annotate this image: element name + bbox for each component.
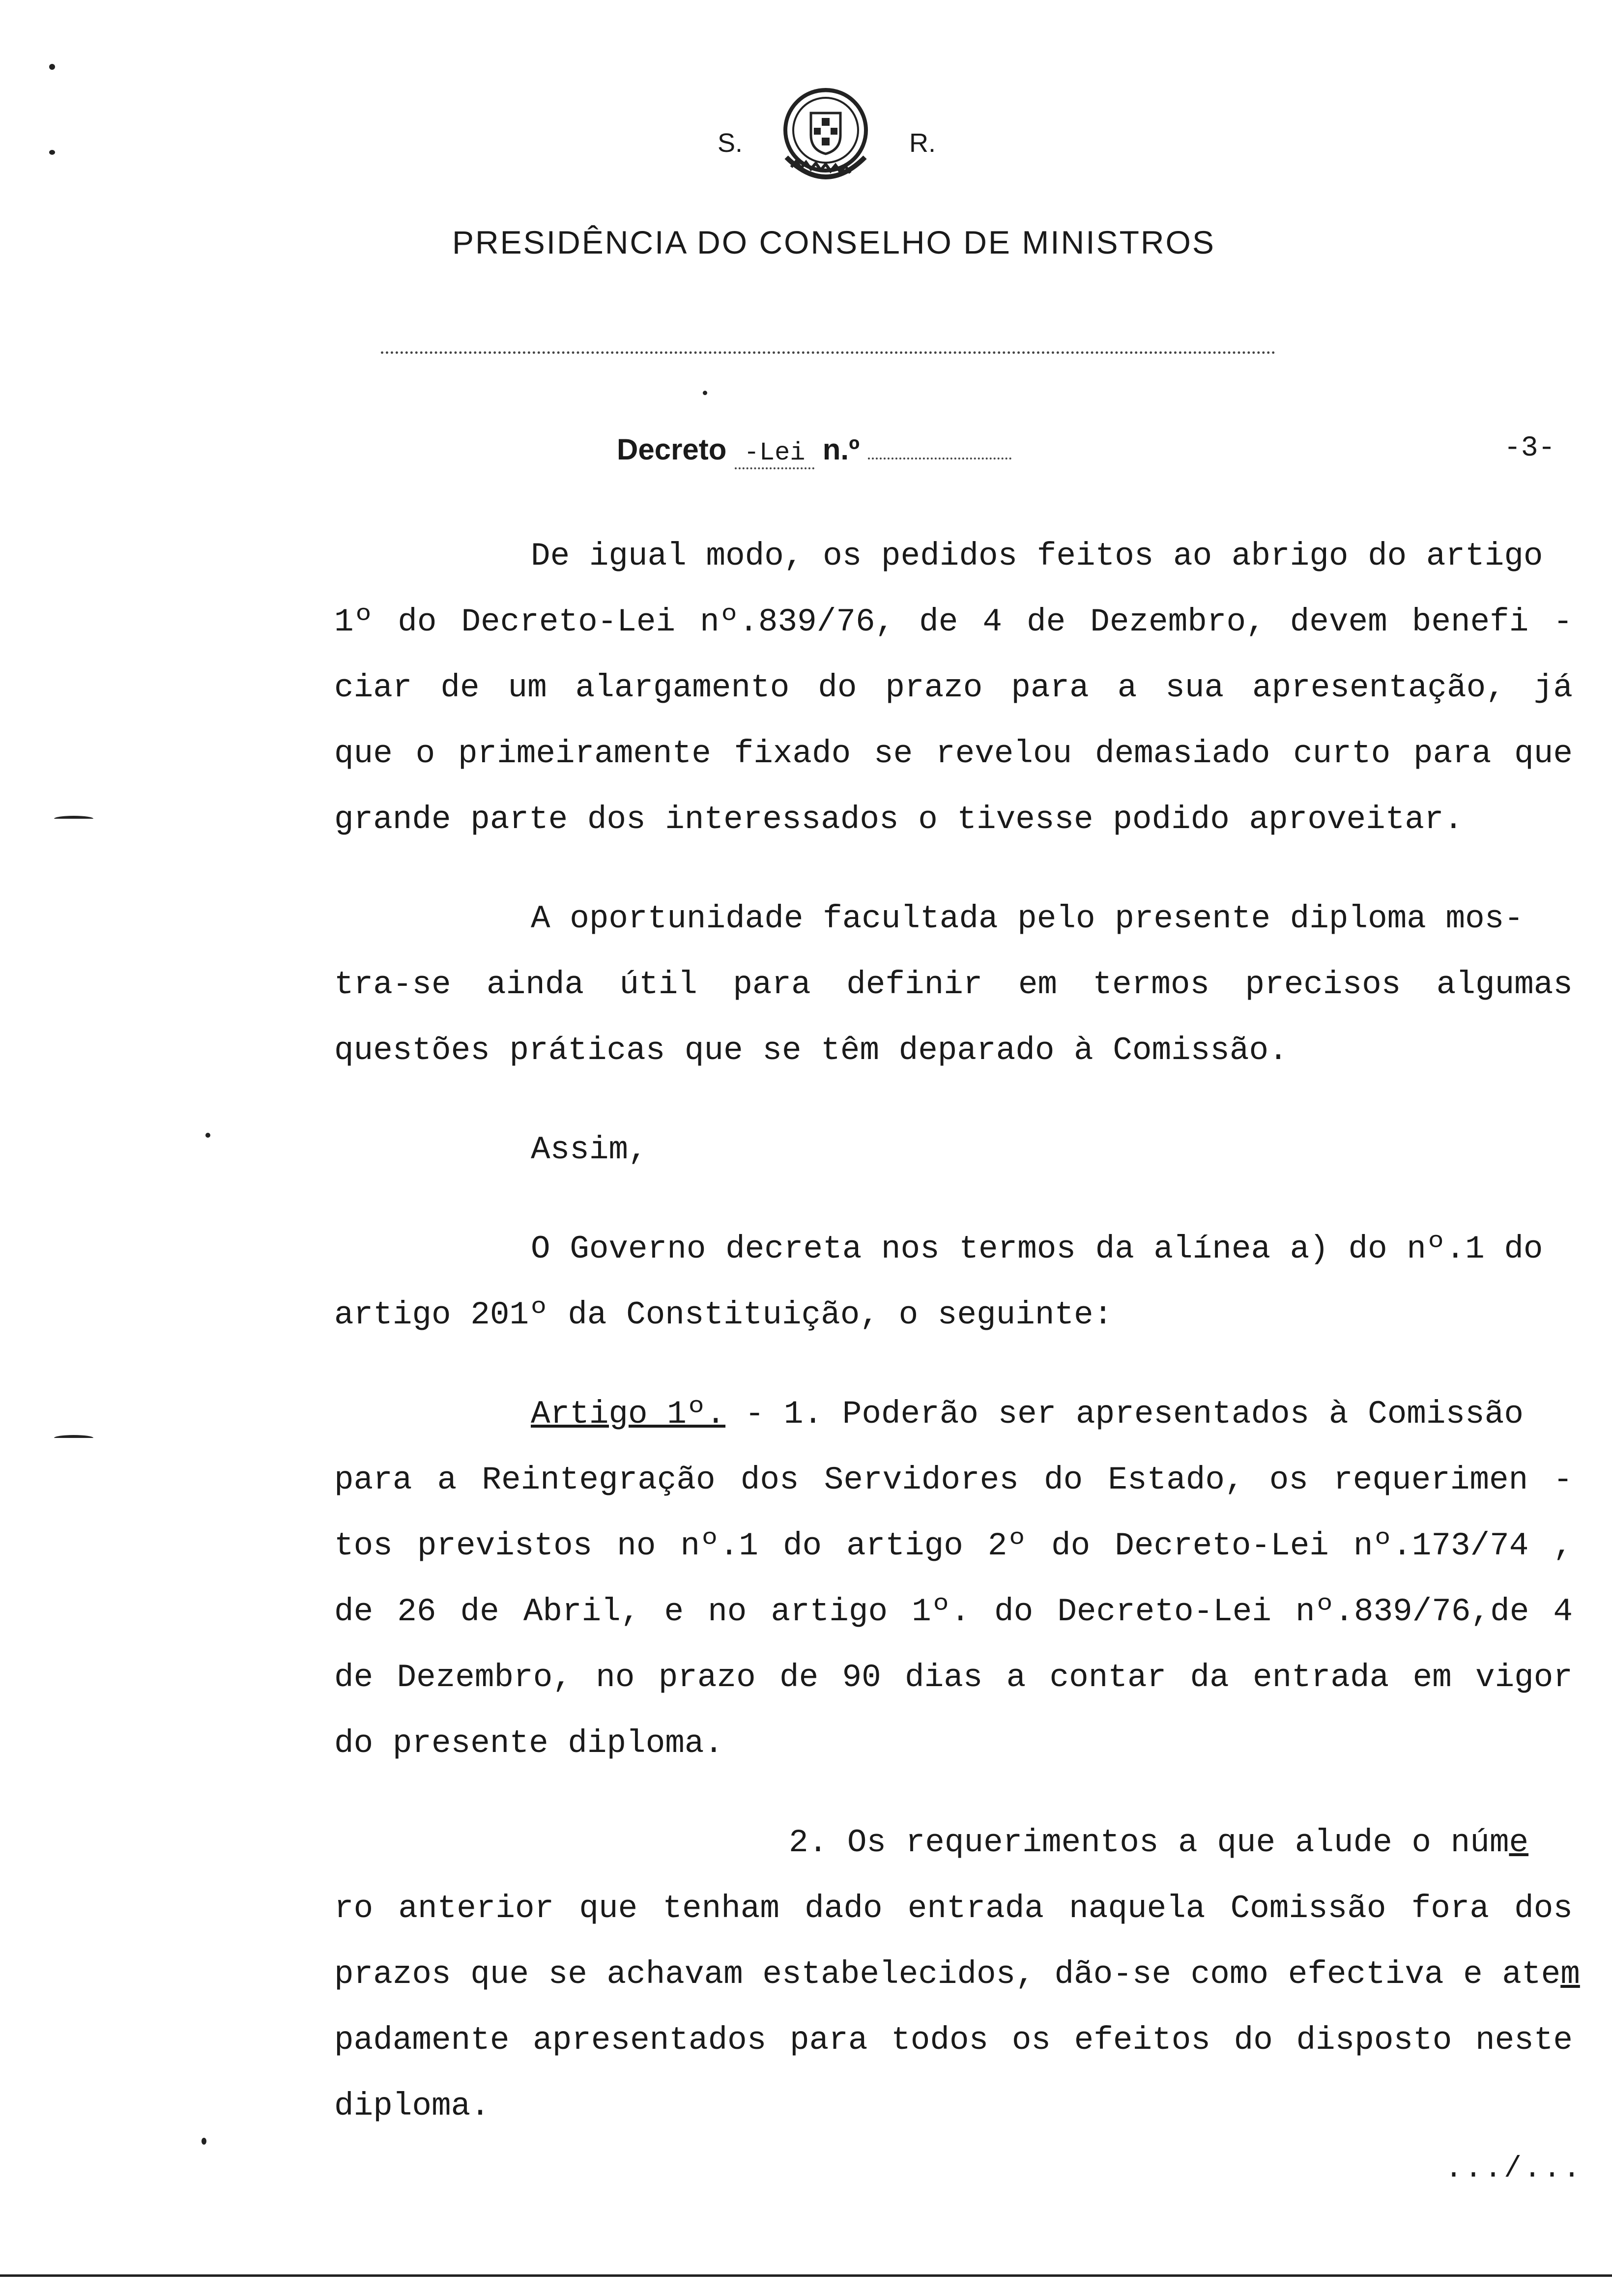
text-line: - 1. Poderão ser apresentados à Comissão xyxy=(725,1396,1524,1433)
scan-speck xyxy=(202,2138,206,2145)
text-line: que o primeiramente fixado se revelou demasiado curto para que xyxy=(334,735,1573,772)
text-line: A oportunidade facultada pelo presente diploma mos- xyxy=(531,900,1524,937)
text-line: De igual modo, os pedidos feitos ao abrigo do artigo xyxy=(531,538,1543,574)
continuation-mark: .../... xyxy=(1445,2152,1583,2186)
scan-speck xyxy=(49,64,55,70)
header-letter-r: R. xyxy=(909,128,936,158)
text-line: artigo 201º da Constituição, o seguinte: xyxy=(334,1296,1113,1333)
document-body xyxy=(334,523,1580,2139)
text-segment: prazos que se achavam estabelecidos, dão-se como efectiva e ate xyxy=(334,1956,1561,1993)
text-line: para a Reintegração dos Servidores do Estado, os requerimen - xyxy=(334,1462,1573,1498)
text-line xyxy=(334,1942,1580,2008)
text-line: ciar de um alargamento do prazo para a sua apresentação, já xyxy=(334,669,1573,706)
hyphenation-mark: m xyxy=(1560,1956,1580,1993)
text-line: grande parte dos interessados o tivesse podido aproveitar. xyxy=(334,801,1464,838)
text-segment: 2. Os requerimentos a que alude o núm xyxy=(789,1824,1509,1861)
scan-speck xyxy=(703,391,707,395)
header-letter-s: S. xyxy=(718,128,743,158)
scan-speck xyxy=(205,1133,210,1138)
ministry-title: PRESIDÊNCIA DO CONSELHO DE MINISTROS xyxy=(452,224,1215,260)
text-line: tra-se ainda útil para definir em termos precisos algumas xyxy=(334,966,1573,1003)
decree-label: Decreto xyxy=(617,433,727,466)
text-line: padamente apresentados para todos os efeitos do disposto neste xyxy=(334,2022,1573,2059)
text-line: O Governo decreta nos termos da alínea a) do nº.1 do xyxy=(531,1231,1543,1267)
scan-margin-mark xyxy=(54,816,93,822)
text-line: questões práticas que se têm deparado à Comissão. xyxy=(334,1032,1288,1069)
scan-speck xyxy=(49,150,55,155)
header-dotted-rule xyxy=(381,351,1275,354)
text-line: Assim, xyxy=(531,1131,648,1168)
text-line: 1º do Decreto-Lei nº.839/76, de 4 de Dezembro, devem benefi - xyxy=(334,603,1573,640)
article-heading: Artigo 1º. xyxy=(531,1396,726,1433)
text-line: tos previstos no nº.1 do artigo 2º do Decreto-Lei nº.173/74 , xyxy=(334,1527,1573,1564)
text-line: de Dezembro, no prazo de 90 dias a contar da entrada em vigor xyxy=(334,1659,1573,1696)
article-first-line xyxy=(334,1381,1573,1447)
decree-number-label: n.º xyxy=(822,433,860,466)
coat-of-arms-icon xyxy=(772,84,880,197)
header-seal-row xyxy=(698,84,953,211)
scan-margin-mark xyxy=(54,1435,93,1441)
text-line: ro anterior que tenham dado entrada naquela Comissão fora dos xyxy=(334,1890,1573,1927)
text-line: diploma. xyxy=(334,2088,490,2124)
page-number: -3- xyxy=(1504,432,1555,464)
decree-number-field xyxy=(868,458,1011,459)
hyphenation-mark: e xyxy=(1509,1824,1529,1861)
decree-type-field: -Lei xyxy=(735,438,814,469)
decree-number-line xyxy=(617,432,1011,469)
text-line: do presente diploma. xyxy=(334,1725,724,1762)
text-line: de 26 de Abril, e no artigo 1º. do Decreto-Lei nº.839/76,de 4 xyxy=(334,1593,1573,1630)
text-line xyxy=(334,1810,1573,1876)
bottom-rule xyxy=(0,2274,1612,2277)
